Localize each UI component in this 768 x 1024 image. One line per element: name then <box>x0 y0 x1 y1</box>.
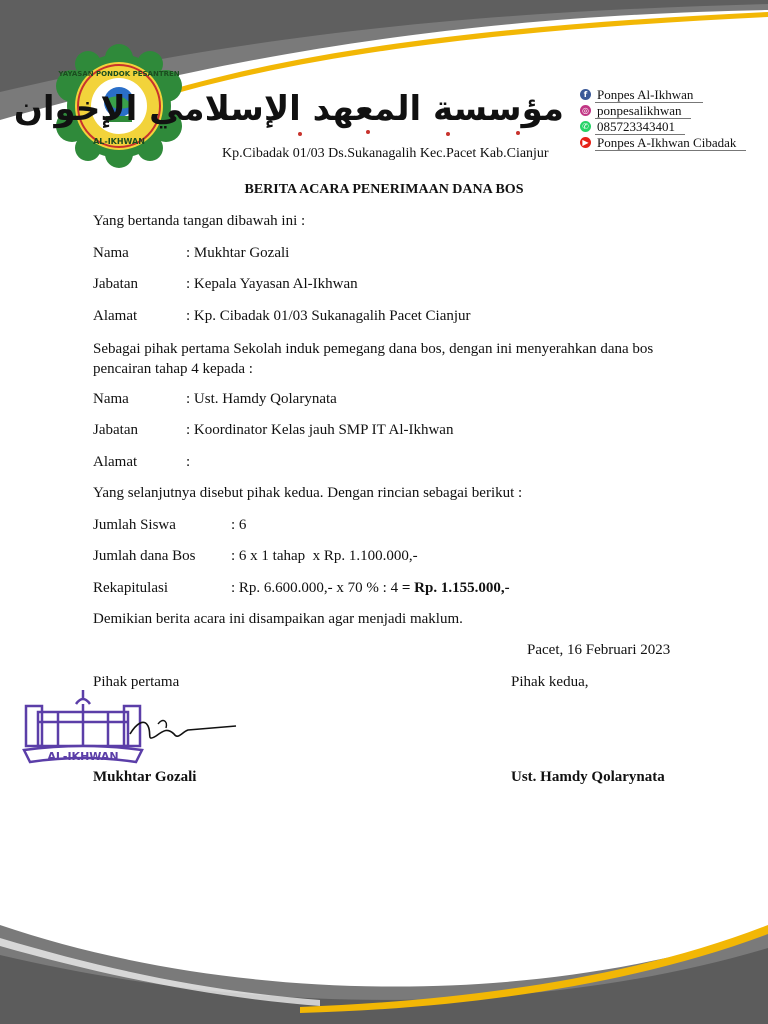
handover-paragraph: Sebagai pihak pertama Sekolah induk pemegang dana bos, dengan ini menyerahkan dana bos pencairan tahap 4 kepada : <box>93 341 654 377</box>
first-party-address-value: : Kp. Cibadak 01/03 Sukanagalih Pacet Cianjur <box>186 308 471 324</box>
first-party-address-label: Alamat <box>93 308 138 324</box>
letterhead-address: Kp.Cibadak 01/03 Ds.Sukanagalih Kec.Pacet Kab.Cianjur <box>222 146 549 161</box>
second-party-signatory-name: Ust. Hamdy Qolarynata <box>511 769 665 785</box>
facebook-icon: f <box>580 89 591 100</box>
contact-list <box>580 87 746 151</box>
youtube-icon: ▶ <box>580 137 591 148</box>
place-date: Pacet, 16 Februari 2023 <box>527 642 671 658</box>
contact-youtube <box>580 135 746 151</box>
contact-whatsapp-text: 085723343401 <box>597 119 675 135</box>
closing-text: Demikian berita acara ini disampaikan agar menjadi maklum. <box>93 611 463 627</box>
first-party-signature-label: Pihak pertama <box>93 674 180 690</box>
second-party-position-value: : Koordinator Kelas jauh SMP IT Al-Ikhwan <box>186 422 454 438</box>
students-count-value: : 6 <box>231 517 247 533</box>
bos-amount-value: : 6 x 1 tahap x Rp. 1.100.000,- <box>231 548 418 564</box>
second-party-signature-label: Pihak kedua, <box>511 674 589 690</box>
contact-whatsapp <box>580 119 746 135</box>
students-count-label: Jumlah Siswa <box>93 517 176 533</box>
whatsapp-icon: ✆ <box>580 121 591 132</box>
recap-calculation: : Rp. 6.600.000,- x 70 % : 4 <box>231 580 402 596</box>
details-intro: Yang selanjutnya disebut pihak kedua. Dengan rincian sebagai berikut : <box>93 485 523 501</box>
intro-text: Yang bertanda tangan dibawah ini : <box>93 213 306 229</box>
first-party-signatory-name: Mukhtar Gozali <box>93 769 197 785</box>
second-party-position-label: Jabatan <box>93 422 138 438</box>
recap-label: Rekapitulasi <box>93 580 168 596</box>
instagram-icon: ◎ <box>580 105 591 116</box>
logo-ring-text-top: YAYASAN PONDOK PESANTREN <box>58 70 180 78</box>
bos-amount-label: Jumlah dana Bos <box>93 548 196 564</box>
contact-instagram-text: ponpesalikhwan <box>597 103 682 119</box>
contact-youtube-text: Ponpes A-Ikhwan Cibadak <box>597 135 737 151</box>
first-party-name-label: Nama <box>93 245 129 261</box>
first-party-position-label: Jabatan <box>93 276 138 292</box>
second-party-address-value: : <box>186 454 191 470</box>
contact-facebook <box>580 87 746 103</box>
stamp-and-signature <box>18 684 248 768</box>
contact-instagram <box>580 103 746 119</box>
recap-total: = Rp. 1.155.000,- <box>401 580 510 596</box>
document-title: BERITA ACARA PENERIMAAN DANA BOS <box>244 182 524 197</box>
arabic-name: مؤسسة المعهد الإسلامي الإخوان <box>13 89 564 129</box>
second-party-name-value: : Ust. Hamdy Qolarynata <box>186 391 337 407</box>
second-party-name-label: Nama <box>93 391 129 407</box>
first-party-name-value: : Mukhtar Gozali <box>186 245 290 261</box>
stamp-text: AL-IKHWAN <box>47 750 119 763</box>
second-party-address-label: Alamat <box>93 454 138 470</box>
logo-ring-text-bottom: AL-IKHWAN <box>93 137 145 146</box>
contact-facebook-text: Ponpes Al-Ikhwan <box>597 87 694 103</box>
recap-value <box>231 580 510 597</box>
first-party-position-value: : Kepala Yayasan Al-Ikhwan <box>186 276 358 292</box>
